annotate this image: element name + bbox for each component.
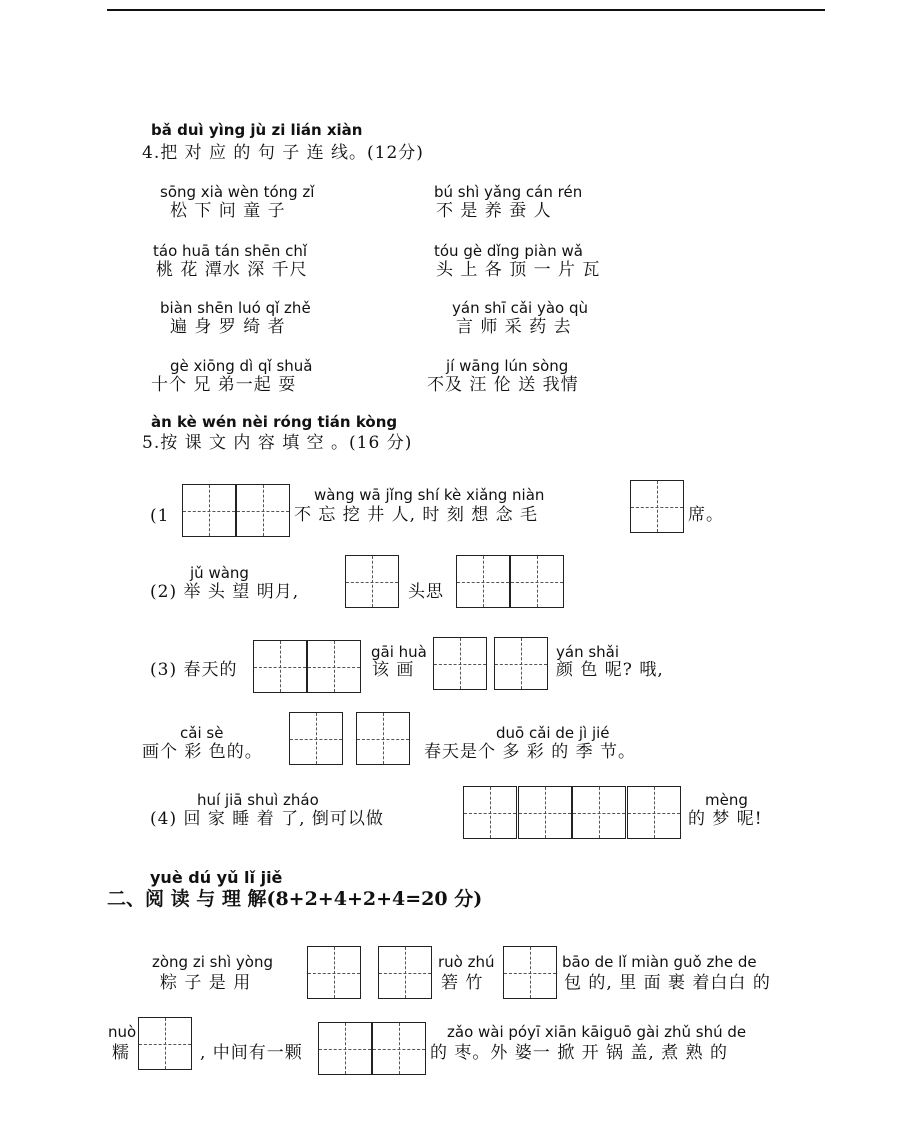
q4-right-3-pinyin: yán shī cǎi yào qù [452,299,589,317]
q5-s4-pinyin2: mèng [705,791,748,809]
answer-box[interactable] [378,946,432,999]
q5-s1-num: (1 [150,506,170,526]
q5-s4-end: 的 梦 呢! [688,809,763,829]
answer-box[interactable] [494,637,548,690]
answer-box[interactable] [463,786,517,839]
answer-box[interactable] [289,712,343,765]
header-rule [107,9,825,11]
q5-s3-text1: 该 画 [372,660,415,680]
sec2-p1-text-c: 包 的, 里 面 裹 着白白 的 [564,973,771,993]
sec2-pinyin: yuè dú yǔ lǐ jiě [150,868,283,887]
q4-left-3-text: 遍 身 罗 绮 者 [170,317,286,337]
answer-box[interactable] [356,712,410,765]
q4-left-1-text: 松 下 问 童 子 [170,201,286,221]
q5-s4-pinyin: huí jiā shuì zháo [197,791,319,809]
q4-right-2-pinyin: tóu gè dǐng piàn wǎ [434,242,583,260]
answer-box[interactable] [630,480,684,533]
sec2-p1-text-a: 粽 子 是 用 [160,973,252,993]
q5-s3-pinyin4: duō cǎi de jì jié [496,724,610,742]
answer-box[interactable] [627,786,681,839]
answer-box[interactable] [433,637,487,690]
q4-left-4-text: 十个 兄 弟一起 耍 [151,375,297,395]
q4-left-2-text: 桃 花 潭水 深 千尺 [156,260,308,280]
answer-box[interactable] [510,555,564,608]
q5-s3-a: (3) 春天的 [150,660,238,680]
q4-right-4-text: 不及 汪 伦 送 我情 [427,375,579,395]
q4-title: 4.把 对 应 的 句 子 连 线。(12分) [142,143,424,163]
q4-right-3-text: 言 师 采 药 去 [456,317,572,337]
answer-box[interactable] [456,555,510,608]
answer-box[interactable] [345,555,399,608]
q4-right-2-text: 头 上 各 顶 一 片 瓦 [436,260,601,280]
q4-left-3-pinyin: biàn shēn luó qǐ zhě [160,299,311,317]
sec2-p2-pinyin-a: nuò [108,1023,137,1041]
q4-pinyin: bǎ duì yìng jù zi lián xiàn [151,121,363,139]
sec2-p2-text-a: 糯 [112,1043,130,1063]
sec2-p1-pinyin-b: ruò zhú [438,953,495,971]
sec2-p1-text-b: 箬 竹 [441,973,484,993]
answer-box[interactable] [307,946,361,999]
answer-box[interactable] [307,640,361,693]
q5-s1-text: 不 忘 挖 井 人, 时 刻 想 念 毛 [294,505,539,525]
answer-box[interactable] [318,1022,372,1075]
q4-right-1-pinyin: bú shì yǎng cán rén [434,183,583,201]
q5-s1-pinyin: wàng wā jǐng shí kè xiǎng niàn [314,486,545,504]
q5-s1-end: 席。 [688,505,724,525]
answer-box[interactable] [503,946,557,999]
q4-right-1-text: 不 是 养 蚕 人 [436,201,552,221]
q5-s2-text: (2) 举 头 望 明月, [150,582,300,602]
q4-right-4-pinyin: jí wāng lún sòng [446,357,569,375]
q5-pinyin: àn kè wén nèi róng tián kòng [151,413,398,431]
q5-s3-pinyin3: cǎi sè [180,724,224,742]
sec2-p2-pinyin-c: zǎo wài póyī xiān kāiguō gài zhǔ shú de [447,1023,747,1041]
q4-left-1-pinyin: sōng xià wèn tóng zǐ [160,183,315,201]
sec2-p2-text-c: 的 枣。外 婆一 掀 开 锅 盖, 煮 熟 的 [430,1043,729,1063]
q4-left-2-pinyin: táo huā tán shēn chǐ [153,242,308,260]
answer-box[interactable] [372,1022,426,1075]
q4-left-4-pinyin: gè xiōng dì qǐ shuǎ [170,357,313,375]
q5-s2-pinyin: jǔ wàng [190,564,249,582]
q5-s3-pinyin1: gāi huà [371,643,427,661]
answer-box[interactable] [138,1017,192,1070]
q5-s3-pinyin2: yán shǎi [556,643,620,661]
sec2-p1-pinyin-a: zòng zi shì yòng [152,953,273,971]
answer-box[interactable] [236,484,290,537]
sec2-p1-pinyin-c: bāo de lǐ miàn guǒ zhe de [562,953,757,971]
answer-box[interactable] [572,786,626,839]
answer-box[interactable] [253,640,307,693]
q5-title: 5.按 课 文 内 容 填 空 。(16 分) [142,433,413,453]
q5-s3-text4: 春天是个 多 彩 的 季 节。 [424,742,637,762]
q5-s2-mid: 头思 [408,582,444,602]
q5-s4-text: (4) 回 家 睡 着 了, 倒可以做 [150,809,384,829]
answer-box[interactable] [182,484,236,537]
q5-s3-text3: 画个 彩 色的。 [142,742,263,762]
sec2-p2-text-b: , 中间有一颗 [200,1043,303,1063]
sec2-title: 二、阅 读 与 理 解(8+2+4+2+4=20 分) [107,888,483,910]
answer-box[interactable] [518,786,572,839]
q5-s3-text2: 颜 色 呢? 哦, [556,660,664,680]
